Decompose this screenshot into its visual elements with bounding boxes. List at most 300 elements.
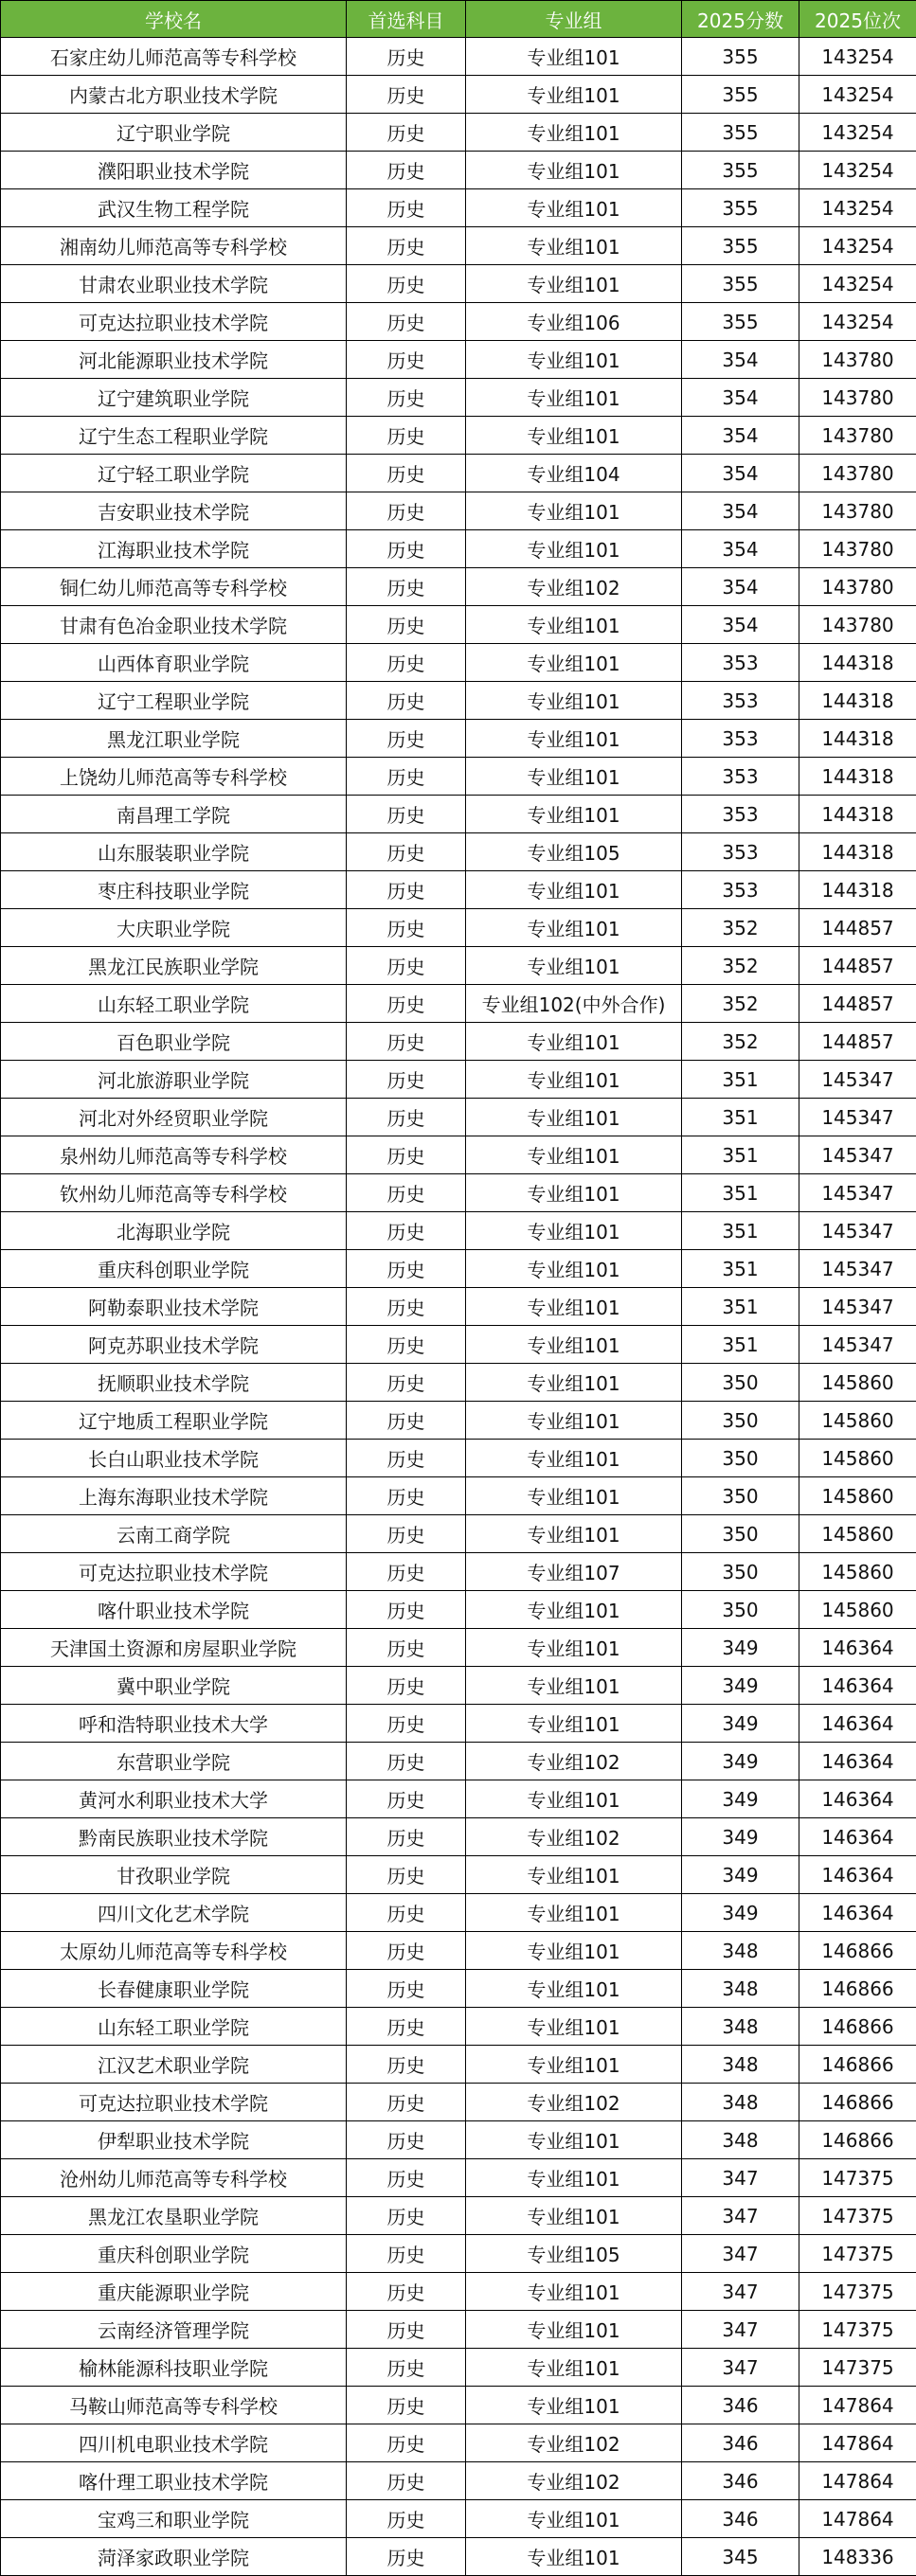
first-subject-cell: 历史 (347, 2462, 466, 2500)
major-group-cell: 专业组102 (466, 568, 682, 606)
school-name-cell: 可克达拉职业技术学院 (1, 1553, 347, 1591)
score-cell: 355 (682, 227, 799, 265)
table-row (1, 530, 916, 568)
table-row (1, 1174, 916, 1212)
school-name-cell: 长白山职业技术学院 (1, 1440, 347, 1477)
score-cell: 354 (682, 568, 799, 606)
score-cell: 354 (682, 606, 799, 644)
first-subject-cell: 历史 (347, 909, 466, 947)
rank-cell: 145860 (799, 1364, 916, 1402)
table-header (1, 1, 916, 38)
school-name-cell: 上饶幼儿师范高等专科学校 (1, 758, 347, 796)
major-group-cell: 专业组105 (466, 833, 682, 871)
table-row (1, 114, 916, 152)
major-group-cell: 专业组101 (466, 38, 682, 76)
table-row (1, 2500, 916, 2538)
school-name-cell: 辽宁建筑职业学院 (1, 379, 347, 417)
school-name-cell: 可克达拉职业技术学院 (1, 303, 347, 341)
score-cell: 351 (682, 1136, 799, 1174)
first-subject-cell: 历史 (347, 644, 466, 682)
score-cell: 355 (682, 265, 799, 303)
major-group-cell: 专业组101 (466, 265, 682, 303)
score-cell: 347 (682, 2349, 799, 2387)
rank-cell: 147375 (799, 2159, 916, 2197)
school-name-cell: 重庆能源职业学院 (1, 2273, 347, 2311)
table-row (1, 682, 916, 720)
major-group-cell: 专业组101 (466, 1061, 682, 1099)
school-name-cell: 沧州幼儿师范高等专科学校 (1, 2159, 347, 2197)
rank-cell: 146866 (799, 2046, 916, 2084)
table-row (1, 2159, 916, 2197)
school-name-cell: 北海职业学院 (1, 1212, 347, 1250)
rank-cell: 148336 (799, 2538, 916, 2576)
major-group-cell: 专业组101 (466, 2349, 682, 2387)
school-name-cell: 山西体育职业学院 (1, 644, 347, 682)
rank-cell: 146866 (799, 1970, 916, 2008)
rank-cell: 143254 (799, 265, 916, 303)
school-name-cell: 石家庄幼儿师范高等专科学校 (1, 38, 347, 76)
school-name-cell: 大庆职业学院 (1, 909, 347, 947)
first-subject-cell: 历史 (347, 379, 466, 417)
rank-cell: 147375 (799, 2197, 916, 2235)
score-cell: 353 (682, 644, 799, 682)
rank-cell: 144318 (799, 644, 916, 682)
major-group-cell: 专业组101 (466, 2538, 682, 2576)
table-row (1, 1477, 916, 1515)
school-name-cell: 武汉生物工程学院 (1, 189, 347, 227)
table-row (1, 1326, 916, 1364)
first-subject-cell: 历史 (347, 189, 466, 227)
table-row (1, 189, 916, 227)
rank-cell: 147375 (799, 2349, 916, 2387)
rank-cell: 145860 (799, 1553, 916, 1591)
table-row (1, 1250, 916, 1288)
score-cell: 353 (682, 758, 799, 796)
first-subject-cell: 历史 (347, 38, 466, 76)
school-name-cell: 可克达拉职业技术学院 (1, 2084, 347, 2121)
major-group-cell: 专业组105 (466, 2235, 682, 2273)
rank-cell: 147864 (799, 2387, 916, 2424)
rank-cell: 143780 (799, 530, 916, 568)
table-row (1, 2008, 916, 2046)
first-subject-cell: 历史 (347, 114, 466, 152)
table-row (1, 2084, 916, 2121)
first-subject-cell: 历史 (347, 1743, 466, 1780)
score-cell: 351 (682, 1250, 799, 1288)
major-group-cell: 专业组101 (466, 1402, 682, 1440)
major-group-cell: 专业组101 (466, 1970, 682, 2008)
first-subject-cell: 历史 (347, 417, 466, 455)
rank-cell: 147864 (799, 2500, 916, 2538)
rank-cell: 143780 (799, 606, 916, 644)
rank-cell: 147375 (799, 2235, 916, 2273)
first-subject-cell: 历史 (347, 1364, 466, 1402)
table-row (1, 152, 916, 189)
school-name-cell: 伊犁职业技术学院 (1, 2121, 347, 2159)
major-group-cell: 专业组107 (466, 1553, 682, 1591)
rank-cell: 144318 (799, 871, 916, 909)
table-row (1, 1515, 916, 1553)
score-cell: 346 (682, 2424, 799, 2462)
school-name-cell: 铜仁幼儿师范高等专科学校 (1, 568, 347, 606)
score-cell: 348 (682, 2121, 799, 2159)
score-cell: 350 (682, 1591, 799, 1629)
table-row (1, 341, 916, 379)
score-cell: 350 (682, 1515, 799, 1553)
first-subject-cell: 历史 (347, 2538, 466, 2576)
table-row (1, 2424, 916, 2462)
major-group-cell: 专业组101 (466, 1856, 682, 1894)
major-group-cell: 专业组101 (466, 1932, 682, 1970)
score-cell: 348 (682, 2008, 799, 2046)
score-cell: 354 (682, 455, 799, 492)
table-row (1, 1818, 916, 1856)
major-group-cell: 专业组101 (466, 2046, 682, 2084)
table-row (1, 492, 916, 530)
first-subject-cell: 历史 (347, 492, 466, 530)
school-name-cell: 吉安职业技术学院 (1, 492, 347, 530)
rank-cell: 145347 (799, 1288, 916, 1326)
rank-cell: 146866 (799, 2121, 916, 2159)
table-row (1, 2121, 916, 2159)
school-name-cell: 濮阳职业技术学院 (1, 152, 347, 189)
major-group-cell: 专业组102 (466, 1818, 682, 1856)
first-subject-cell: 历史 (347, 2235, 466, 2273)
first-subject-cell: 历史 (347, 265, 466, 303)
rank-cell: 146866 (799, 1932, 916, 1970)
table-body (1, 38, 916, 2576)
first-subject-cell: 历史 (347, 1705, 466, 1743)
major-group-cell: 专业组101 (466, 1667, 682, 1705)
table-row (1, 2197, 916, 2235)
school-name-cell: 云南工商学院 (1, 1515, 347, 1553)
table-row (1, 38, 916, 76)
score-cell: 353 (682, 682, 799, 720)
header-2025-rank: 2025位次 (799, 1, 916, 38)
school-name-cell: 辽宁地质工程职业学院 (1, 1402, 347, 1440)
major-group-cell: 专业组101 (466, 152, 682, 189)
major-group-cell: 专业组101 (466, 114, 682, 152)
school-name-cell: 太原幼儿师范高等专科学校 (1, 1932, 347, 1970)
first-subject-cell: 历史 (347, 1440, 466, 1477)
score-cell: 347 (682, 2235, 799, 2273)
score-cell: 346 (682, 2387, 799, 2424)
rank-cell: 143254 (799, 114, 916, 152)
major-group-cell: 专业组101 (466, 417, 682, 455)
score-cell: 348 (682, 2084, 799, 2121)
score-cell: 350 (682, 1364, 799, 1402)
score-cell: 354 (682, 341, 799, 379)
first-subject-cell: 历史 (347, 2046, 466, 2084)
table-row (1, 796, 916, 833)
rank-cell: 146364 (799, 1667, 916, 1705)
school-name-cell: 马鞍山师范高等专科学校 (1, 2387, 347, 2424)
table-row (1, 1743, 916, 1780)
school-name-cell: 辽宁工程职业学院 (1, 682, 347, 720)
table-row (1, 985, 916, 1023)
first-subject-cell: 历史 (347, 76, 466, 114)
school-name-cell: 东营职业学院 (1, 1743, 347, 1780)
school-name-cell: 枣庄科技职业学院 (1, 871, 347, 909)
school-name-cell: 抚顺职业技术学院 (1, 1364, 347, 1402)
score-cell: 347 (682, 2197, 799, 2235)
school-name-cell: 喀什职业技术学院 (1, 1591, 347, 1629)
table-row (1, 2235, 916, 2273)
score-cell: 354 (682, 379, 799, 417)
major-group-cell: 专业组101 (466, 2197, 682, 2235)
table-row (1, 265, 916, 303)
school-name-cell: 河北对外经贸职业学院 (1, 1099, 347, 1136)
school-name-cell: 阿勒泰职业技术学院 (1, 1288, 347, 1326)
rank-cell: 143780 (799, 492, 916, 530)
rank-cell: 147864 (799, 2424, 916, 2462)
school-name-cell: 宝鸡三和职业学院 (1, 2500, 347, 2538)
first-subject-cell: 历史 (347, 1061, 466, 1099)
school-name-cell: 冀中职业学院 (1, 1667, 347, 1705)
score-cell: 352 (682, 1023, 799, 1061)
first-subject-cell: 历史 (347, 1780, 466, 1818)
first-subject-cell: 历史 (347, 1136, 466, 1174)
major-group-cell: 专业组101 (466, 1023, 682, 1061)
school-name-cell: 河北能源职业技术学院 (1, 341, 347, 379)
first-subject-cell: 历史 (347, 2311, 466, 2349)
table-row (1, 2538, 916, 2576)
table-row (1, 833, 916, 871)
score-cell: 351 (682, 1326, 799, 1364)
rank-cell: 145860 (799, 1477, 916, 1515)
major-group-cell: 专业组101 (466, 1477, 682, 1515)
table-row (1, 76, 916, 114)
school-name-cell: 江海职业技术学院 (1, 530, 347, 568)
rank-cell: 145347 (799, 1136, 916, 1174)
school-name-cell: 辽宁职业学院 (1, 114, 347, 152)
score-cell: 350 (682, 1440, 799, 1477)
first-subject-cell: 历史 (347, 1894, 466, 1932)
rank-cell: 145860 (799, 1591, 916, 1629)
score-cell: 348 (682, 2046, 799, 2084)
table-row (1, 1705, 916, 1743)
major-group-cell: 专业组101 (466, 227, 682, 265)
major-group-cell: 专业组101 (466, 1440, 682, 1477)
major-group-cell: 专业组102(中外合作) (466, 985, 682, 1023)
table-row (1, 1780, 916, 1818)
rank-cell: 146364 (799, 1818, 916, 1856)
first-subject-cell: 历史 (347, 2349, 466, 2387)
score-cell: 349 (682, 1629, 799, 1667)
score-cell: 355 (682, 189, 799, 227)
rank-cell: 145347 (799, 1250, 916, 1288)
table-row (1, 455, 916, 492)
rank-cell: 143254 (799, 152, 916, 189)
major-group-cell: 专业组101 (466, 2500, 682, 2538)
rank-cell: 144857 (799, 909, 916, 947)
major-group-cell: 专业组101 (466, 1250, 682, 1288)
table-row (1, 644, 916, 682)
first-subject-cell: 历史 (347, 682, 466, 720)
first-subject-cell: 历史 (347, 341, 466, 379)
major-group-cell: 专业组101 (466, 1174, 682, 1212)
major-group-cell: 专业组101 (466, 341, 682, 379)
school-name-cell: 四川机电职业技术学院 (1, 2424, 347, 2462)
school-name-cell: 阿克苏职业技术学院 (1, 1326, 347, 1364)
first-subject-cell: 历史 (347, 1818, 466, 1856)
school-name-cell: 黔南民族职业技术学院 (1, 1818, 347, 1856)
first-subject-cell: 历史 (347, 796, 466, 833)
rank-cell: 145347 (799, 1326, 916, 1364)
rank-cell: 143254 (799, 303, 916, 341)
rank-cell: 144318 (799, 833, 916, 871)
first-subject-cell: 历史 (347, 2273, 466, 2311)
score-cell: 355 (682, 303, 799, 341)
major-group-cell: 专业组101 (466, 1326, 682, 1364)
rank-cell: 145347 (799, 1061, 916, 1099)
table-row (1, 1212, 916, 1250)
score-cell: 355 (682, 152, 799, 189)
table-row (1, 1932, 916, 1970)
table-row (1, 1099, 916, 1136)
first-subject-cell: 历史 (347, 2008, 466, 2046)
school-name-cell: 榆林能源科技职业学院 (1, 2349, 347, 2387)
first-subject-cell: 历史 (347, 2387, 466, 2424)
first-subject-cell: 历史 (347, 606, 466, 644)
first-subject-cell: 历史 (347, 2424, 466, 2462)
major-group-cell: 专业组101 (466, 2387, 682, 2424)
rank-cell: 145347 (799, 1174, 916, 1212)
rank-cell: 144857 (799, 947, 916, 985)
score-cell: 351 (682, 1212, 799, 1250)
score-cell: 350 (682, 1553, 799, 1591)
major-group-cell: 专业组102 (466, 2084, 682, 2121)
major-group-cell: 专业组101 (466, 1780, 682, 1818)
score-cell: 350 (682, 1477, 799, 1515)
score-cell: 355 (682, 38, 799, 76)
school-name-cell: 钦州幼儿师范高等专科学校 (1, 1174, 347, 1212)
table-row (1, 1856, 916, 1894)
score-cell: 352 (682, 947, 799, 985)
rank-cell: 144318 (799, 682, 916, 720)
rank-cell: 143254 (799, 189, 916, 227)
school-name-cell: 黄河水利职业技术大学 (1, 1780, 347, 1818)
score-cell: 347 (682, 2273, 799, 2311)
major-group-cell: 专业组101 (466, 871, 682, 909)
table-row (1, 1061, 916, 1099)
score-cell: 349 (682, 1856, 799, 1894)
score-cell: 354 (682, 492, 799, 530)
school-name-cell: 天津国土资源和房屋职业学院 (1, 1629, 347, 1667)
major-group-cell: 专业组101 (466, 909, 682, 947)
rank-cell: 146364 (799, 1743, 916, 1780)
score-cell: 347 (682, 2159, 799, 2197)
score-cell: 353 (682, 833, 799, 871)
major-group-cell: 专业组101 (466, 1212, 682, 1250)
first-subject-cell: 历史 (347, 1932, 466, 1970)
school-name-cell: 辽宁轻工职业学院 (1, 455, 347, 492)
table-row (1, 379, 916, 417)
rank-cell: 143254 (799, 38, 916, 76)
school-name-cell: 山东轻工职业学院 (1, 985, 347, 1023)
rank-cell: 143780 (799, 379, 916, 417)
first-subject-cell: 历史 (347, 1553, 466, 1591)
major-group-cell: 专业组101 (466, 76, 682, 114)
school-name-cell: 甘孜职业学院 (1, 1856, 347, 1894)
table-row (1, 1629, 916, 1667)
table-row (1, 871, 916, 909)
school-name-cell: 山东轻工职业学院 (1, 2008, 347, 2046)
school-name-cell: 甘肃有色冶金职业技术学院 (1, 606, 347, 644)
school-name-cell: 云南经济管理学院 (1, 2311, 347, 2349)
score-cell: 350 (682, 1402, 799, 1440)
first-subject-cell: 历史 (347, 303, 466, 341)
first-subject-cell: 历史 (347, 1174, 466, 1212)
major-group-cell: 专业组101 (466, 2008, 682, 2046)
score-cell: 347 (682, 2311, 799, 2349)
major-group-cell: 专业组101 (466, 947, 682, 985)
first-subject-cell: 历史 (347, 1515, 466, 1553)
table-row (1, 1894, 916, 1932)
table-row (1, 606, 916, 644)
first-subject-cell: 历史 (347, 1288, 466, 1326)
table-row (1, 227, 916, 265)
first-subject-cell: 历史 (347, 1667, 466, 1705)
table-row (1, 1288, 916, 1326)
major-group-cell: 专业组101 (466, 1099, 682, 1136)
rank-cell: 144318 (799, 796, 916, 833)
first-subject-cell: 历史 (347, 2159, 466, 2197)
rank-cell: 146866 (799, 2008, 916, 2046)
table-row (1, 1440, 916, 1477)
rank-cell: 147864 (799, 2462, 916, 2500)
table-row (1, 947, 916, 985)
rank-cell: 143254 (799, 76, 916, 114)
school-name-cell: 内蒙古北方职业技术学院 (1, 76, 347, 114)
score-cell: 355 (682, 114, 799, 152)
first-subject-cell: 历史 (347, 871, 466, 909)
table-row (1, 2349, 916, 2387)
table-row (1, 1023, 916, 1061)
score-cell: 345 (682, 2538, 799, 2576)
score-cell: 348 (682, 1970, 799, 2008)
table-row (1, 1402, 916, 1440)
rank-cell: 147375 (799, 2273, 916, 2311)
major-group-cell: 专业组101 (466, 530, 682, 568)
first-subject-cell: 历史 (347, 947, 466, 985)
rank-cell: 146364 (799, 1705, 916, 1743)
major-group-cell: 专业组102 (466, 2424, 682, 2462)
major-group-cell: 专业组101 (466, 379, 682, 417)
school-name-cell: 江汉艺术职业学院 (1, 2046, 347, 2084)
major-group-cell: 专业组101 (466, 1364, 682, 1402)
school-name-cell: 泉州幼儿师范高等专科学校 (1, 1136, 347, 1174)
header-first-subject: 首选科目 (347, 1, 466, 38)
table-row (1, 303, 916, 341)
table-row (1, 2387, 916, 2424)
major-group-cell: 专业组101 (466, 1136, 682, 1174)
score-cell: 349 (682, 1780, 799, 1818)
school-name-cell: 南昌理工学院 (1, 796, 347, 833)
score-cell: 353 (682, 871, 799, 909)
table-row (1, 758, 916, 796)
table-row (1, 1364, 916, 1402)
rank-cell: 145860 (799, 1515, 916, 1553)
table-row (1, 1970, 916, 2008)
school-name-cell: 黑龙江职业学院 (1, 720, 347, 758)
school-name-cell: 湘南幼儿师范高等专科学校 (1, 227, 347, 265)
first-subject-cell: 历史 (347, 758, 466, 796)
first-subject-cell: 历史 (347, 530, 466, 568)
first-subject-cell: 历史 (347, 720, 466, 758)
table-row (1, 1591, 916, 1629)
first-subject-cell: 历史 (347, 2121, 466, 2159)
